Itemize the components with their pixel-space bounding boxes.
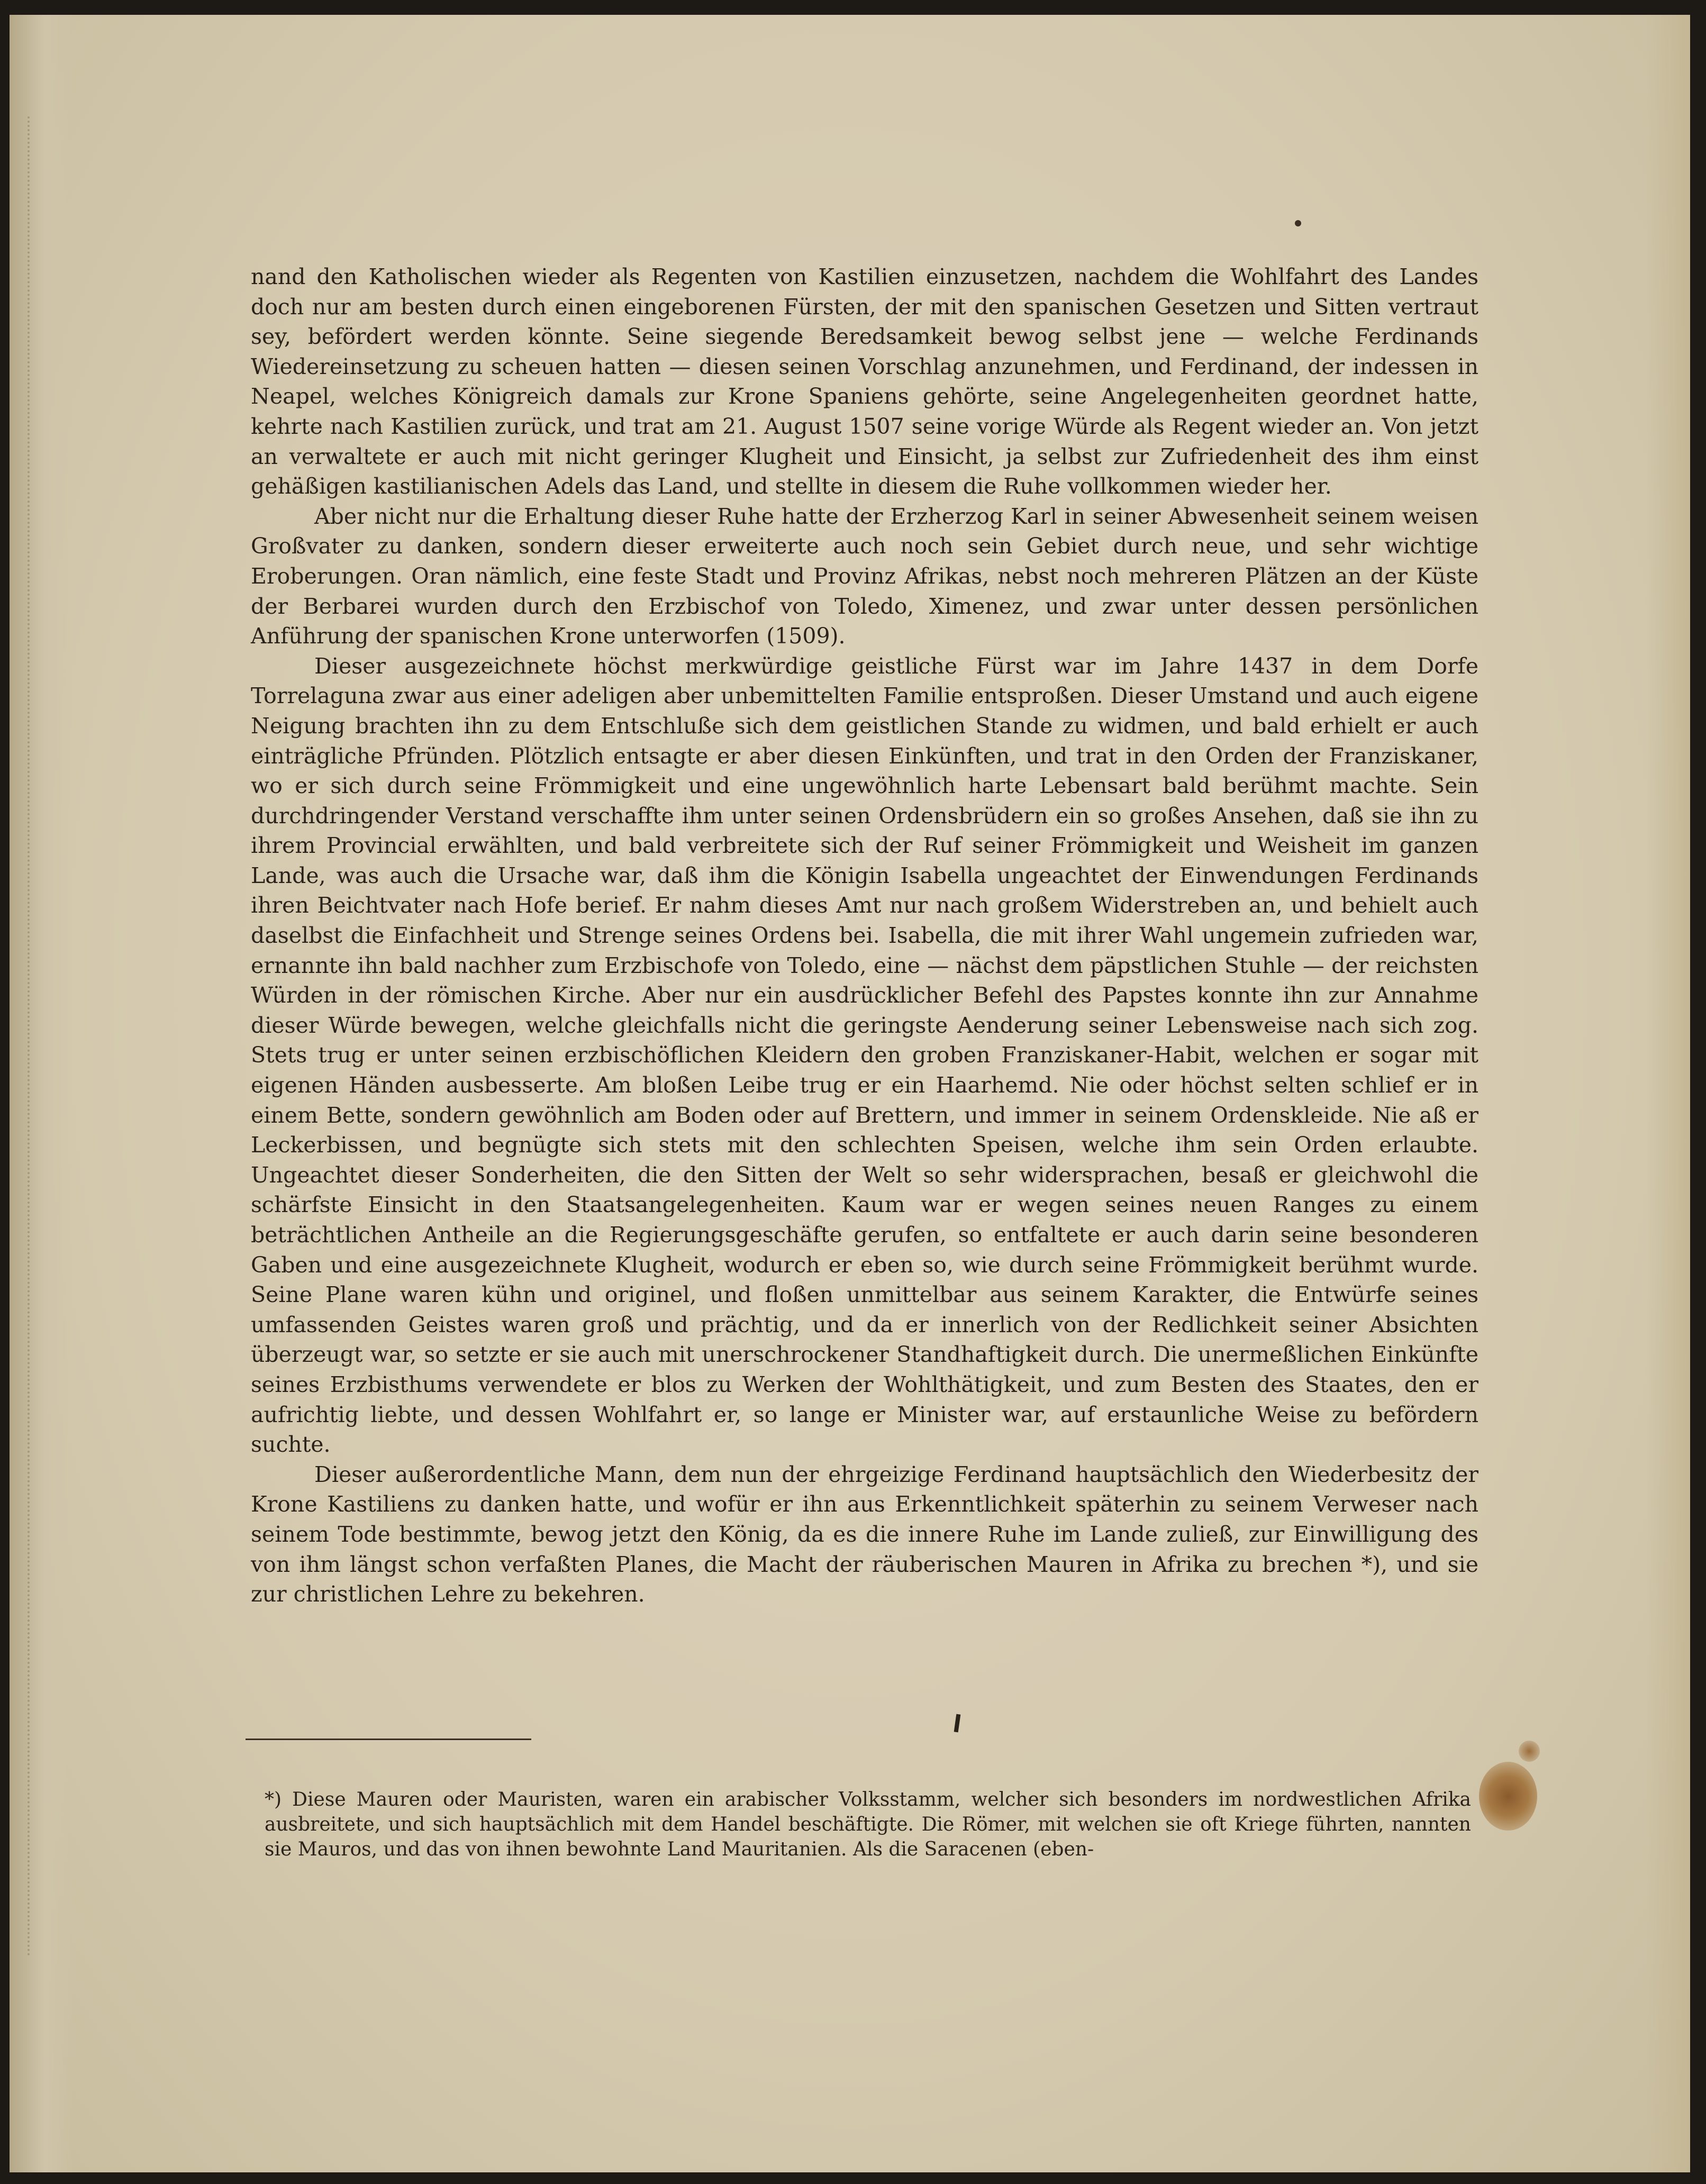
paragraph-1: nand den Katholischen wieder als Regenten von Kastilien einzusetzen, nachdem die Wohlfahrt des Landes doch nur am besten durch einen eingeborenen Fürsten, der mit den spanischen Gesetzen und Sitten vertraut sey, befördert werden könnte. Seine siegende Beredsamkeit bewog selbst jene — welche Ferdinands Wiedereinsetzung zu scheuen hatten — diesen seinen Vorschlag anzunehmen, und Ferdinand, der indessen in Neapel, welches Königreich damals zur Krone Spaniens gehörte, seine Angelegenheiten geordnet hatte, kehrte nach Kastilien zurück, und trat am 21. August 1507 seine vorige Würde als Regent wieder an. Von jetzt an verwaltete er auch mit nicht geringer Klugheit und Einsicht, ja selbst zur Zufriedenheit des ihm einst gehäßigen kastilianischen Adels das Land, und stellte in diesem die Ruhe vollkommen wieder her. [251, 264, 1478, 499]
body-text [251, 262, 1478, 1609]
paragraph-3: Dieser ausgezeichnete höchst merkwürdige geistliche Fürst war im Jahre 1437 in dem Dorfe Torrelaguna zwar aus einer adeligen aber unbemittelten Familie entsproßen. Dieser Umstand und auch eigene Neigung brachten ihn zu dem Entschluße sich dem geistlichen Stande zu widmen, und bald erhielt er auch einträgliche Pfründen. Plötzlich entsagte er aber diesen Einkünften, und trat in den Orden der Franziskaner, wo er sich durch seine Frömmigkeit und eine ungewöhnlich harte Lebensart bald berühmt machte. Sein durchdringender Verstand verschaffte ihm unter seinen Ordensbrüdern ein so großes Ansehen, daß sie ihn zu ihrem Provincial erwählten, und bald verbreitete sich der Ruf seiner Frömmigkeit und Weisheit im ganzen Lande, was auch die Ursache war, daß ihm die Königin Isabella ungeachtet der Einwendungen Ferdinands ihren Beichtvater nach Hofe berief. Er nahm dieses Amt nur nach großem Widerstreben an, und behielt auch daselbst die Einfachheit und Strenge seines Ordens bei. Isabella, die mit ihrer Wahl ungemein zufrieden war, ernannte ihn bald nachher zum Erzbischofe von Toledo, eine — nächst dem päpstlichen Stuhle — der reichsten Würden in der römischen Kirche. Aber nur ein ausdrücklicher Befehl des Papstes konnte ihn zur Annahme dieser Würde bewegen, welche gleichfalls nicht die geringste Aenderung seiner Lebensweise nach sich zog. Stets trug er unter seinen erzbischöflichen Kleidern den groben Franziskaner-Habit, welchen er sogar mit eigenen Händen ausbesserte. Am bloßen Leibe trug er ein Haarhemd. Nie oder höchst selten schlief er in einem Bette, sondern gewöhnlich am Boden oder auf Brettern, und immer in seinem Ordenskleide. Nie aß er Leckerbissen, und begnügte sich stets mit den schlechten Speisen, welche ihm sein Orden erlaubte. Ungeachtet dieser Sonderheiten, die den Sitten der Welt so sehr widersprachen, besaß er gleichwohl die schärfste Einsicht in den Staatsangelegenheiten. Kaum war er wegen seines neuen Ranges zu einem beträchtlichen Antheile an die Regierungsgeschäfte gerufen, so entfaltete er auch darin seine besonderen Gaben und eine ausgezeichnete Klugheit, wodurch er eben so, wie durch seine Frömmigkeit berühmt wurde. Seine Plane waren kühn und originel, und floßen unmittelbar aus seinem Karakter, die Entwürfe seines umfassenden Geistes waren groß und prächtig, und da er innerlich von der Redlichkeit seiner Absichten überzeugt war, so setzte er sie auch mit unerschrockener Standhaftigkeit durch. Die unermeßlichen Einkünfte seines Erzbisthums verwendete er blos zu Werken der Wohlthätigkeit, und zum Besten des Staates, den er aufrichtig liebte, und dessen Wohlfahrt er, so lange er Minister war, auf erstaunliche Weise zu befördern suchte. [251, 653, 1478, 1458]
page-edge-shadow [1646, 15, 1690, 2172]
footnote: *) Diese Mauren oder Mauristen, waren ein arabischer Volksstamm, welcher sich besonders im nordwestlichen Afrika ausbreitete, und sich hauptsächlich mit dem Handel beschäftigte. Die Römer, mit welchen sie oft Kriege führten, nannten sie Mauros, und das von ihnen bewohnte Land Mauritanien. Als die Saracenen (eben- [265, 1789, 1471, 1860]
foxing-stain-small [1519, 1741, 1540, 1762]
binding-gutter [10, 15, 73, 2172]
paragraph-4: Dieser außerordentliche Mann, dem nun der ehrgeizige Ferdinand hauptsächlich den Wiederbesitz der Krone Kastiliens zu danken hatte, und wofür er ihn aus Erkenntlichkeit späterhin zu seinem Verweser nach seinem Tode bestimmte, bewog jetzt den König, da es die innere Ruhe im Lande zuließ, zur Einwilligung des von ihm längst schon verfaßten Planes, die Macht der räuberischen Mauren in Afrika zu brechen *), und sie zur christlichen Lehre zu bekehren. [251, 1461, 1478, 1607]
paragraph-2: Aber nicht nur die Erhaltung dieser Ruhe hatte der Erzherzog Karl in seiner Abwesenheit seinem weisen Großvater zu danken, sondern dieser erweiterte auch noch sein Gebiet durch neue, und sehr wichtige Eroberungen. Oran nämlich, eine feste Stadt und Provinz Afrikas, nebst noch mehreren Plätzen an der Küste der Berbarei wurden durch den Erzbischof von Toledo, Ximenez, und zwar unter dessen persönlichen Anführung der spanischen Krone unterworfen (1509). [251, 503, 1478, 649]
foxing-stain [1479, 1762, 1537, 1831]
footnote-separator [246, 1739, 531, 1740]
binding-stitching [28, 116, 35, 1958]
ink-dot [1295, 220, 1301, 226]
